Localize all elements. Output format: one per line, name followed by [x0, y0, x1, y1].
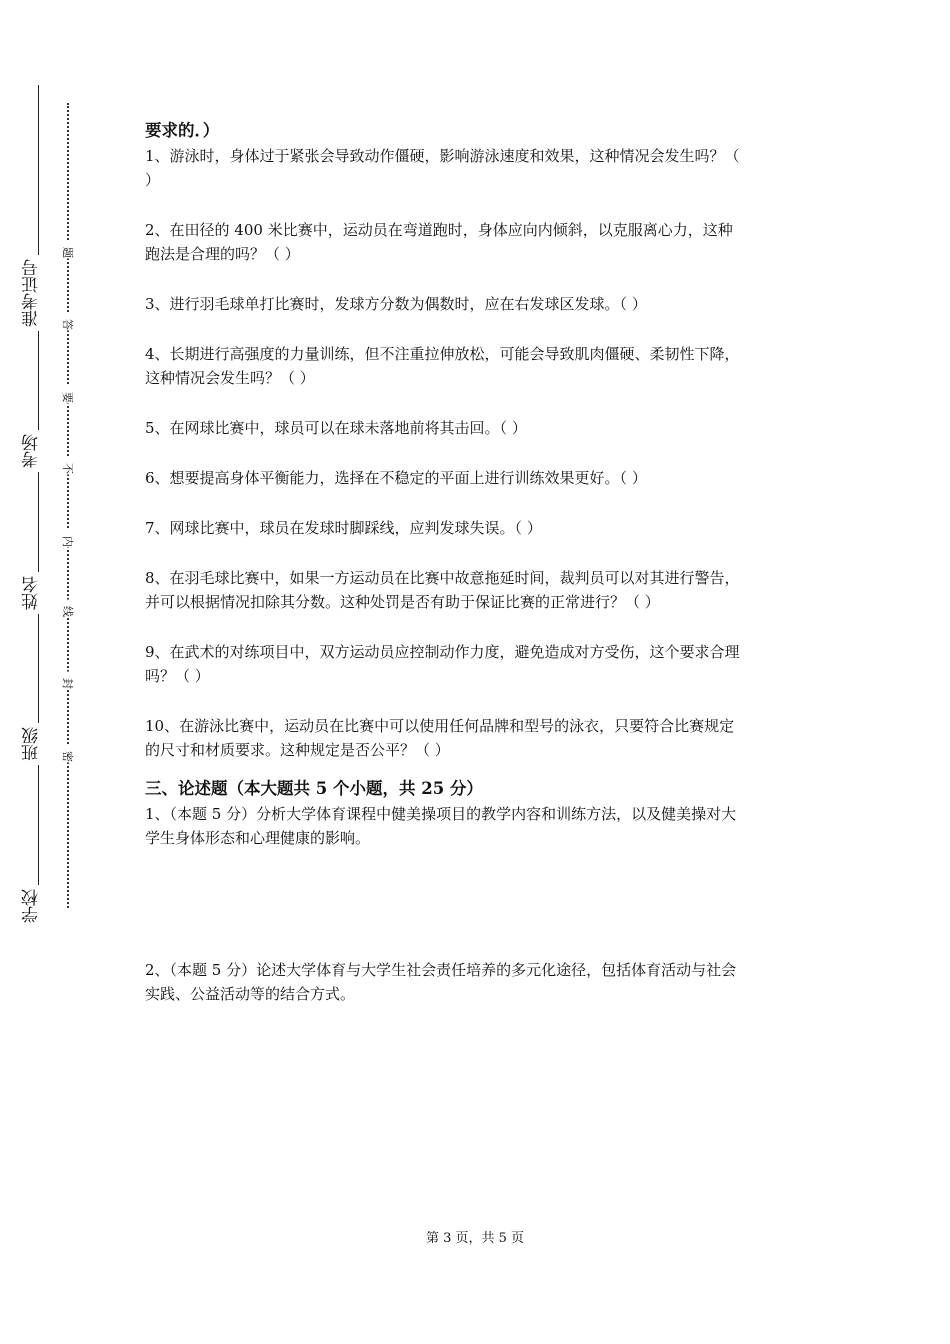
question-7: [145, 516, 815, 540]
question-text: 9、在武术的对练项目中，双方运动员应控制动作力度，避免造成对方受伤，这个要求合理: [145, 643, 740, 661]
label-class: 班级: [22, 723, 56, 765]
question-text: 并可以根据情况扣除其分数。这种处罚是否有助于保证比赛的正常进行？（ ）: [145, 593, 660, 611]
seal-char: 题: [60, 241, 77, 259]
seal-char: 要: [60, 386, 77, 404]
essay-question-2: [145, 958, 815, 1006]
question-2: [145, 218, 815, 266]
question-4: [145, 342, 815, 390]
label-school: 学校: [22, 885, 56, 927]
question-text: 2、（本题 5 分）论述大学体育与大学生社会责任培养的多元化途径，包括体育活动与社会: [145, 961, 737, 979]
question-text: 4、长期进行高强度的力量训练，但不注重拉伸放松，可能会导致肌肉僵硬、柔韧性下降，: [145, 345, 740, 363]
question-8: [145, 566, 815, 614]
question-text: 10、在游泳比赛中，运动员在比赛中可以使用任何品牌和型号的泳衣，只要符合比赛规定: [145, 717, 735, 735]
question-text: 的尺寸和材质要求。这种规定是否公平？（ ）: [145, 741, 450, 759]
question-text: 跑法是合理的吗？（ ）: [145, 245, 300, 263]
section-intro: 要求的．）: [145, 121, 220, 140]
question-text: 1、游泳时，身体过于紧张会导致动作僵硬，影响游泳速度和效果，这种情况会发生吗？（: [145, 147, 740, 165]
question-6: [145, 466, 815, 490]
question-1: [145, 144, 815, 192]
question-text: 1、（本题 5 分）分析大学体育课程中健美操项目的教学内容和训练方法，以及健美操对大: [145, 805, 737, 823]
question-text: 2、在田径的 400 米比赛中，运动员在弯道跑时，身体应向内倾斜，以克服离心力，这种: [145, 221, 733, 239]
essay-question-1: [145, 802, 815, 958]
question-5: [145, 416, 815, 440]
question-content: [145, 118, 815, 1006]
seal-char: 密: [60, 745, 77, 763]
seal-char: 答: [60, 313, 77, 331]
question-text: 这种情况会发生吗？（ ）: [145, 369, 315, 387]
binding-margin: [0, 0, 110, 1344]
seal-line: [67, 103, 69, 908]
question-text: 3、进行羽毛球单打比赛时，发球方分数为偶数时，应在右发球区发球。（ ）: [145, 295, 647, 313]
seal-char: 不: [60, 457, 77, 475]
question-text: 5、在网球比赛中，球员可以在球未落地前将其击回。（ ）: [145, 419, 527, 437]
label-name: 姓名: [22, 572, 56, 614]
question-10: [145, 714, 815, 762]
seal-char: 内: [60, 530, 77, 548]
binding-line: [38, 85, 39, 925]
question-text: ）: [145, 171, 161, 189]
section-heading: 三、论述题（本大题共 5 个小题，共 25 分）: [145, 779, 483, 798]
label-exam-room: 考场: [22, 430, 56, 472]
question-text: 学生身体形态和心理健康的影响。: [145, 829, 371, 847]
question-text: 7、网球比赛中，球员在发球时脚踩线，应判发球失误。（ ）: [145, 519, 542, 537]
question-9: [145, 640, 815, 688]
page-footer: 第 3 页，共 5 页: [425, 1231, 525, 1246]
question-text: 6、想要提高身体平衡能力，选择在不稳定的平面上进行训练效果更好。（ ）: [145, 469, 647, 487]
seal-char: 线: [60, 600, 77, 618]
question-3: [145, 292, 815, 316]
label-exam-number: 准考证号: [22, 255, 56, 331]
question-text: 吗？（ ）: [145, 667, 210, 685]
seal-char: 封: [60, 672, 77, 690]
question-text: 实践、公益活动等的结合方式。: [145, 985, 356, 1003]
question-text: 8、在羽毛球比赛中，如果一方运动员在比赛中故意拖延时间，裁判员可以对其进行警告，: [145, 569, 740, 587]
